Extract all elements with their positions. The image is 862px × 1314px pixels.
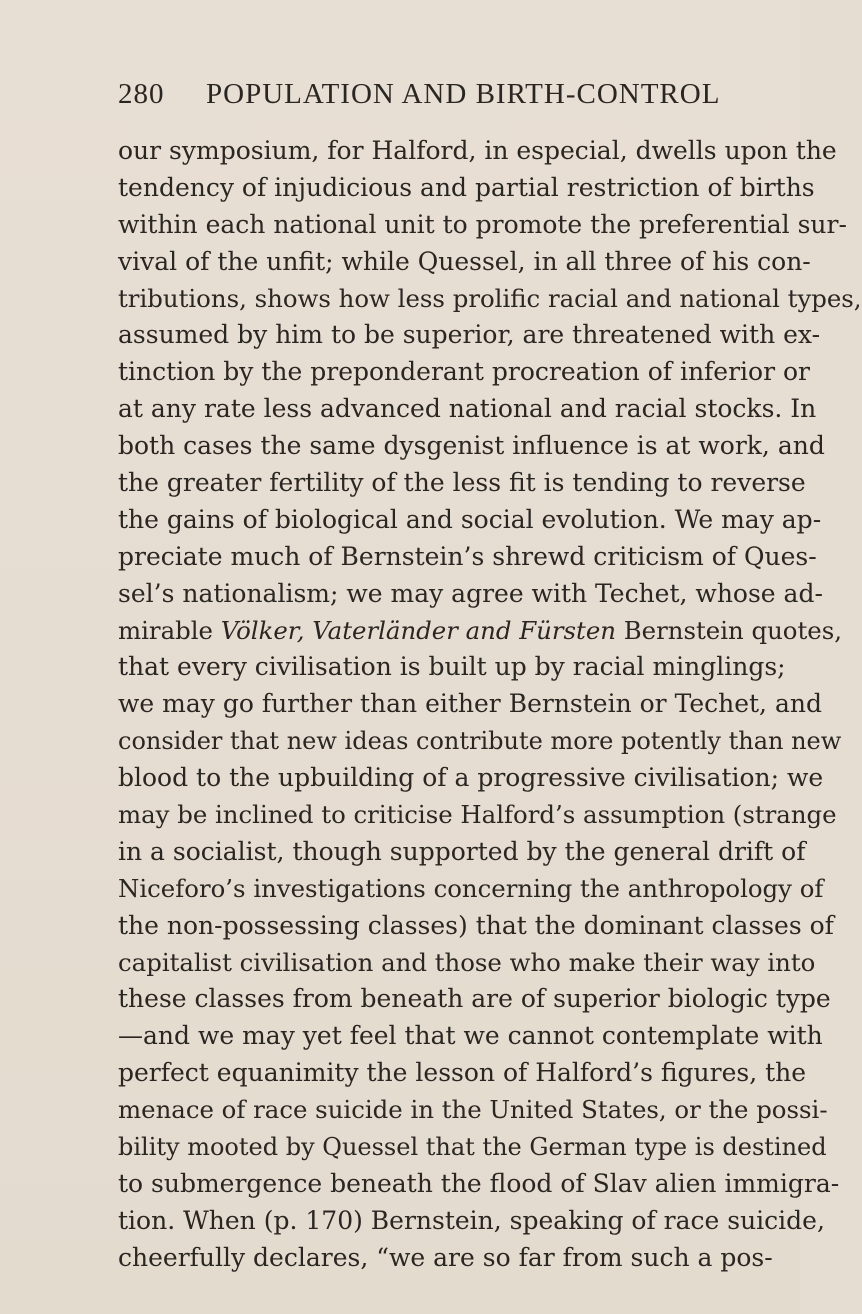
text-line: we may go further than either Bernstein or Techet, and <box>118 689 822 719</box>
text-line: that every civilisation is built up by racial minglings; <box>118 652 786 682</box>
body-text <box>118 133 862 1277</box>
text-segment: Bernstein quotes, <box>615 615 842 645</box>
text-line: tributions, shows how less prolific racial and national types, <box>118 283 862 313</box>
running-title: POPULATION AND BIRTH-CONTROL <box>206 78 721 110</box>
text-line: perfect equanimity the lesson of Halford’s figures, the <box>118 1058 807 1088</box>
text-line: sel’s nationalism; we may agree with Techet, whose ad- <box>118 578 823 608</box>
text-line: bility mooted by Quessel that the German type is destined <box>118 1133 827 1162</box>
text-line: vival of the unfit; while Quessel, in all three of his con- <box>118 246 811 276</box>
text-line: tendency of injudicious and partial restriction of births <box>118 172 815 202</box>
text-line: tion. When (p. 170) Bernstein, speaking of race suicide, <box>118 1205 825 1235</box>
text-line: to submergence beneath the flood of Slav alien immigra- <box>118 1168 840 1198</box>
text-line: cheerfully declares, “we are so far from such a pos- <box>118 1242 773 1272</box>
text-line: may be inclined to criticise Halford’s assumption (strange <box>118 800 837 830</box>
text-line: consider that new ideas contribute more potently than new <box>118 727 842 756</box>
text-line-italic-title <box>118 613 842 650</box>
text-line: —and we may yet feel that we cannot contemplate with <box>118 1021 823 1051</box>
text-line: both cases the same dysgenist influence is at work, and <box>118 431 825 461</box>
text-line: in a socialist, though supported by the general drift of <box>118 836 806 866</box>
italic-book-title: Völker, Vaterländer and Fürsten <box>220 615 616 645</box>
text-line: Niceforo’s investigations concerning the anthropology of <box>118 873 824 903</box>
page-header <box>118 78 721 118</box>
text-line: assumed by him to be superior, are threatened with ex- <box>118 320 821 350</box>
text-line: within each national unit to promote the preferential sur- <box>118 209 847 239</box>
text-line: menace of race suicide in the United States, or the possi- <box>118 1095 828 1125</box>
text-line: the greater fertility of the less fit is tending to reverse <box>118 468 806 498</box>
text-line: these classes from beneath are of superior biologic type <box>118 984 831 1014</box>
page-number: 280 <box>118 78 165 110</box>
text-line: tinction by the preponderant procreation of inferior or <box>118 357 810 387</box>
text-line: blood to the upbuilding of a progressive civilisation; we <box>118 763 824 793</box>
text-line: the non-possessing classes) that the dominant classes of <box>118 910 834 940</box>
text-segment: mirable <box>118 615 221 645</box>
text-line: at any rate less advanced national and racial stocks. In <box>118 394 817 424</box>
text-line: preciate much of Bernstein’s shrewd criticism of Ques- <box>118 541 817 571</box>
text-line: the gains of biological and social evolution. We may ap- <box>118 504 822 534</box>
text-line: capitalist civilisation and those who make their way into <box>118 947 816 977</box>
text-line: our symposium, for Halford, in especial, dwells upon the <box>118 136 837 165</box>
